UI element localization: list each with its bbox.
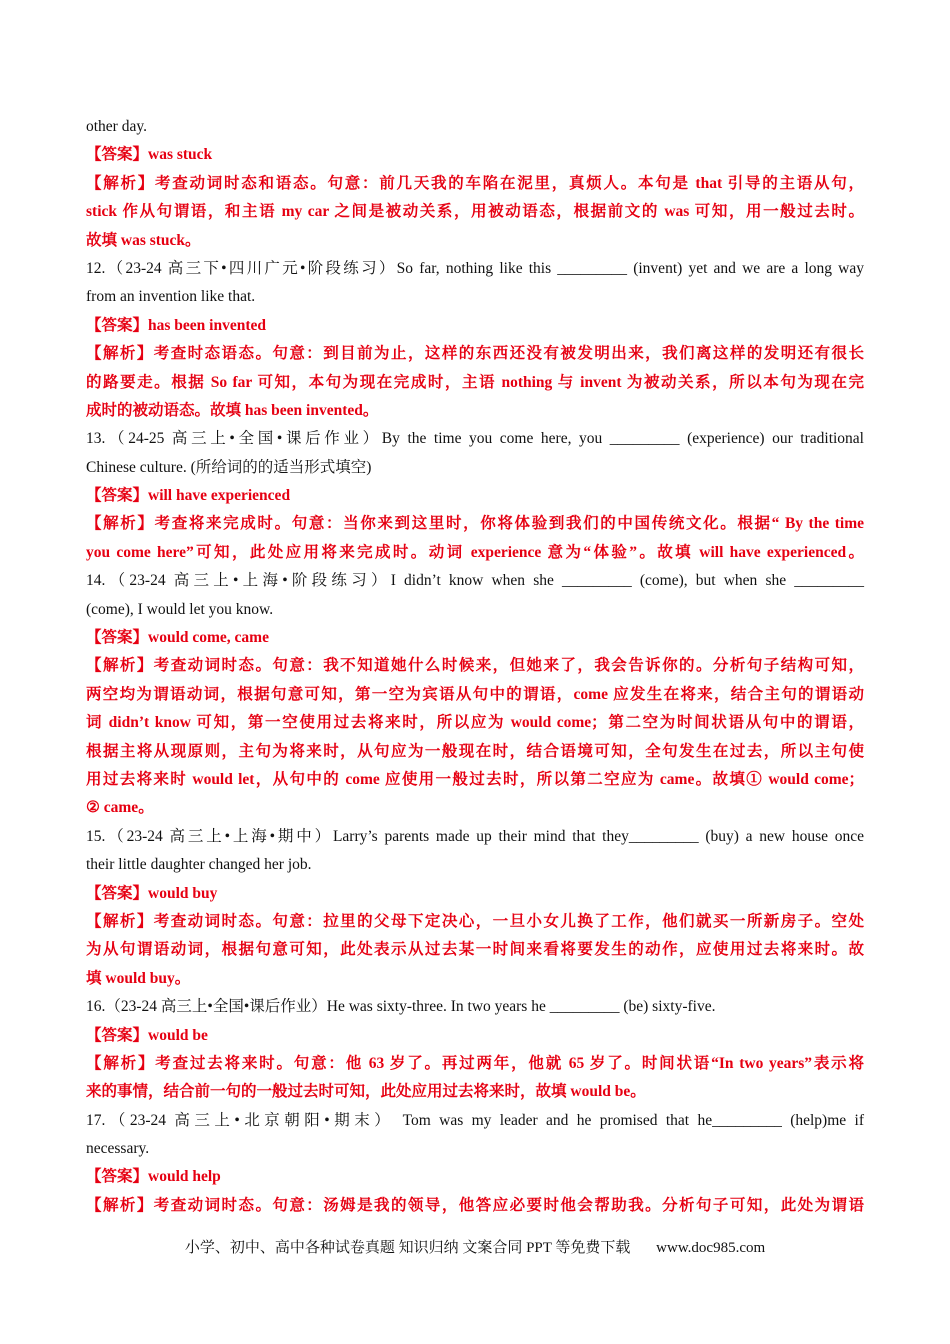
question-line: 16.（23-24 高三上•全国•课后作业）He was sixty-three. In two years he _________ (be) sixty-five. [86,998,716,1016]
answer-line: 【解析】考查动词时态。句意：汤姆是我的领导，他答应必要时他会帮助我。分析句子可知，此处为谓语 [86,1196,864,1214]
question-line: 13.（24-25 高三上•全国•课后作业）By the time you come here, you _________ (experience) our traditional [86,430,864,448]
answer-line: 用过去将来时 would let，从句中的 come 应使用一般过去时，所以第二空应为 came。故填① would come； [86,770,864,788]
question-line: 15.（23-24 高三上•上海•期中）Larry’s parents made up their mind that they_________ (buy) a new house once [86,827,864,845]
answer-line: 【答案】would buy [86,884,218,902]
answer-line: you come here”可知，此处应用将来完成时。动词 experience 意为“体验”。故填 will have experienced。 [86,543,864,561]
answer-line: 【解析】考查动词时态。句意：拉里的父母下定决心，一旦小女儿换了工作，他们就买一所新房子。空处 [86,912,864,930]
answer-line: 故填 was stuck。 [86,231,201,249]
answer-line: 词 didn’t know 可知，第一空使用过去将来时，所以应为 would come；第二空为时间状语从句中的谓语， [86,714,864,732]
answer-line: ② came。 [86,799,154,817]
question-line: (come), I would let you know. [86,600,274,618]
question-line: necessary. [86,1140,150,1158]
question-line: their little daughter changed her job. [86,856,312,874]
question-line: 17.（23-24 高三上•北京朝阳•期末） Tom was my leader and he promised that he_________ (help)me if [86,1111,864,1129]
answer-line: 【解析】考查动词时态。句意：我不知道她什么时候来，但她来了，我会告诉你的。分析句子结构可知， [86,657,864,675]
footer-text: 小学、初中、高中各种试卷真题 知识归纳 文案合同 PPT 等免费下载 [184,1240,631,1256]
answer-line: 填 would buy。 [86,969,191,987]
answer-line: 【解析】考查动词时态和语态。句意：前几天我的车陷在泥里，真烦人。本句是 that 引导的主语从句， [86,174,864,192]
question-line: from an invention like that. [86,288,256,306]
answer-line: 【答案】would help [86,1168,221,1186]
page-footer [0,1236,950,1257]
answer-line: 的路要走。根据 So far 可知，本句为现在完成时，主语 nothing 与 invent 为被动关系，所以本句为现在完 [86,373,864,391]
question-line: other day. [86,118,147,135]
answer-line: 两空均为谓语动词，根据句意可知，第一空为宾语从句中的谓语，come 应发生在将来，结合主句的谓语动 [86,685,864,703]
answer-line: 来的事情，结合前一句的一般过去时可知，此处应用过去将来时，故填 would be。 [86,1083,646,1101]
answer-line: 【答案】would be [86,1026,208,1044]
document-body [86,113,864,1220]
answer-line: 【答案】has been invented [86,316,266,334]
question-line: 12.（23-24 高三下•四川广元•阶段练习）So far, nothing like this _________ (invent) yet and we are a long way [86,259,864,277]
answer-line: 成时的被动语态。故填 has been invented。 [86,401,379,419]
answer-line: 【答案】will have experienced [86,487,291,505]
answer-line: stick 作从句谓语，和主语 my car 之间是被动关系，用被动语态，根据前文的 was 可知，用一般过去时。 [86,203,864,221]
question-line: Chinese culture. (所给词的的适当形式填空) [86,458,372,476]
footer-url[interactable]: www.doc985.com [656,1240,766,1256]
answer-line: 【答案】would come, came [86,629,269,647]
answer-line: 为从句谓语动词，根据句意可知，此处表示从过去某一时间来看将要发生的动作，应使用过去将来时。故 [86,941,864,959]
answer-line: 【解析】考查时态语态。句意：到目前为止，这样的东西还没有被发明出来，我们离这样的发明还有很长 [86,345,864,363]
answer-line: 【答案】was stuck [86,146,213,164]
answer-line: 【解析】考查将来完成时。句意：当你来到这里时，你将体验到我们的中国传统文化。根据“ By the time [86,515,864,533]
answer-line: 【解析】考查过去将来时。句意：他 63 岁了。再过两年，他就 65 岁了。时间状语“In two years”表示将 [86,1054,864,1072]
answer-line: 根据主将从现原则，主句为将来时，从句应为一般现在时，结合语境可知，全句发生在过去，所以主句使 [86,742,864,760]
question-line: 14.（23-24 高三上•上海•阶段练习）I didn’t know when she _________ (come), but when she _________ [86,572,864,590]
